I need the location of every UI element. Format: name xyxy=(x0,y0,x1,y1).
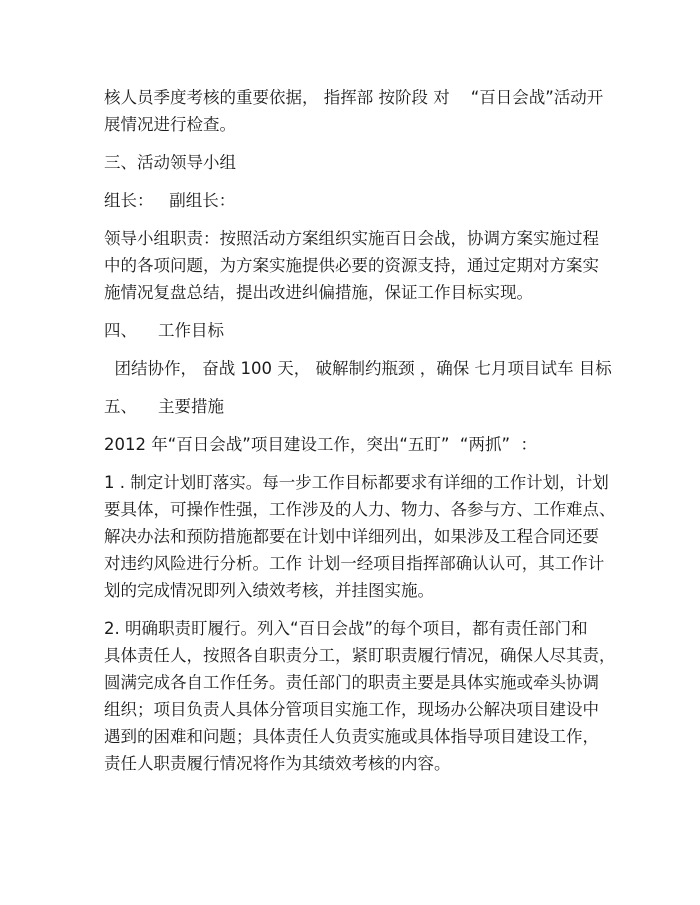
text-line: 核人员季度考核的重要依据， 指挥部 按阶段 对 “百日会战”活动开 xyxy=(104,88,604,107)
text-line: 划的完成情况即列入绩效考核，并挂图实施。 xyxy=(104,581,434,600)
text-line: 责任人职责履行情况将作为其绩效考核的内容。 xyxy=(104,754,451,773)
text-line: 具体责任人，按照各自职责分工，紧盯职责履行情况，确保人尽其责， xyxy=(104,646,616,665)
text-line: 对违约风险进行分析。工作 计划一经项目指挥部确认认可，其工作计 xyxy=(104,554,605,573)
text-line: 2. 明确职责盯履行。列入“百日会战”的每个项目，都有责任部门和 xyxy=(104,619,588,638)
text-line: 1 . 制定计划盯落实。每一步工作目标都要求有详细的工作计划，计划 xyxy=(104,473,609,492)
text-line: 领导小组职责：按照活动方案组织实施百日会战，协调方案实施过程 xyxy=(104,229,599,248)
text-line: 团结协作， 奋战 100 天， 破解制约瓶颈 ，确保 七月项目试车 目标 xyxy=(104,359,612,378)
text-line: 施情况复盘总结，提出改进纠偏措施，保证工作目标实现。 xyxy=(104,283,533,302)
text-line: 2012 年“百日会战”项目建设工作，突出“五盯” “两抓” ： xyxy=(104,435,538,454)
text-line: 要具体，可操作性强，工作涉及的人力、物力、各参与方、工作难点、 xyxy=(104,500,616,519)
text-line: 展情况进行检查。 xyxy=(104,115,236,134)
section-heading: 四、 工作目标 xyxy=(104,321,224,340)
text-line: 组织；项目负责人具体分管项目实施工作，现场办公解决项目建设中 xyxy=(104,700,599,719)
text-line: 中的各项问题，为方案实施提供必要的资源支持，通过定期对方案实 xyxy=(104,256,599,275)
section-heading: 五、 主要措施 xyxy=(104,397,224,416)
section-heading: 三、活动领导小组 xyxy=(104,153,236,172)
text-line: 组长： 副组长： xyxy=(104,191,236,210)
text-line: 遇到的困难和问题；具体责任人负责实施或具体指导项目建设工作， xyxy=(104,727,599,746)
text-line: 解决办法和预防措施都要在计划中详细列出，如果涉及工程合同还要 xyxy=(104,527,599,546)
text-line: 圆满完成各自工作任务。责任部门的职责主要是具体实施或牵头协调 xyxy=(104,673,599,692)
